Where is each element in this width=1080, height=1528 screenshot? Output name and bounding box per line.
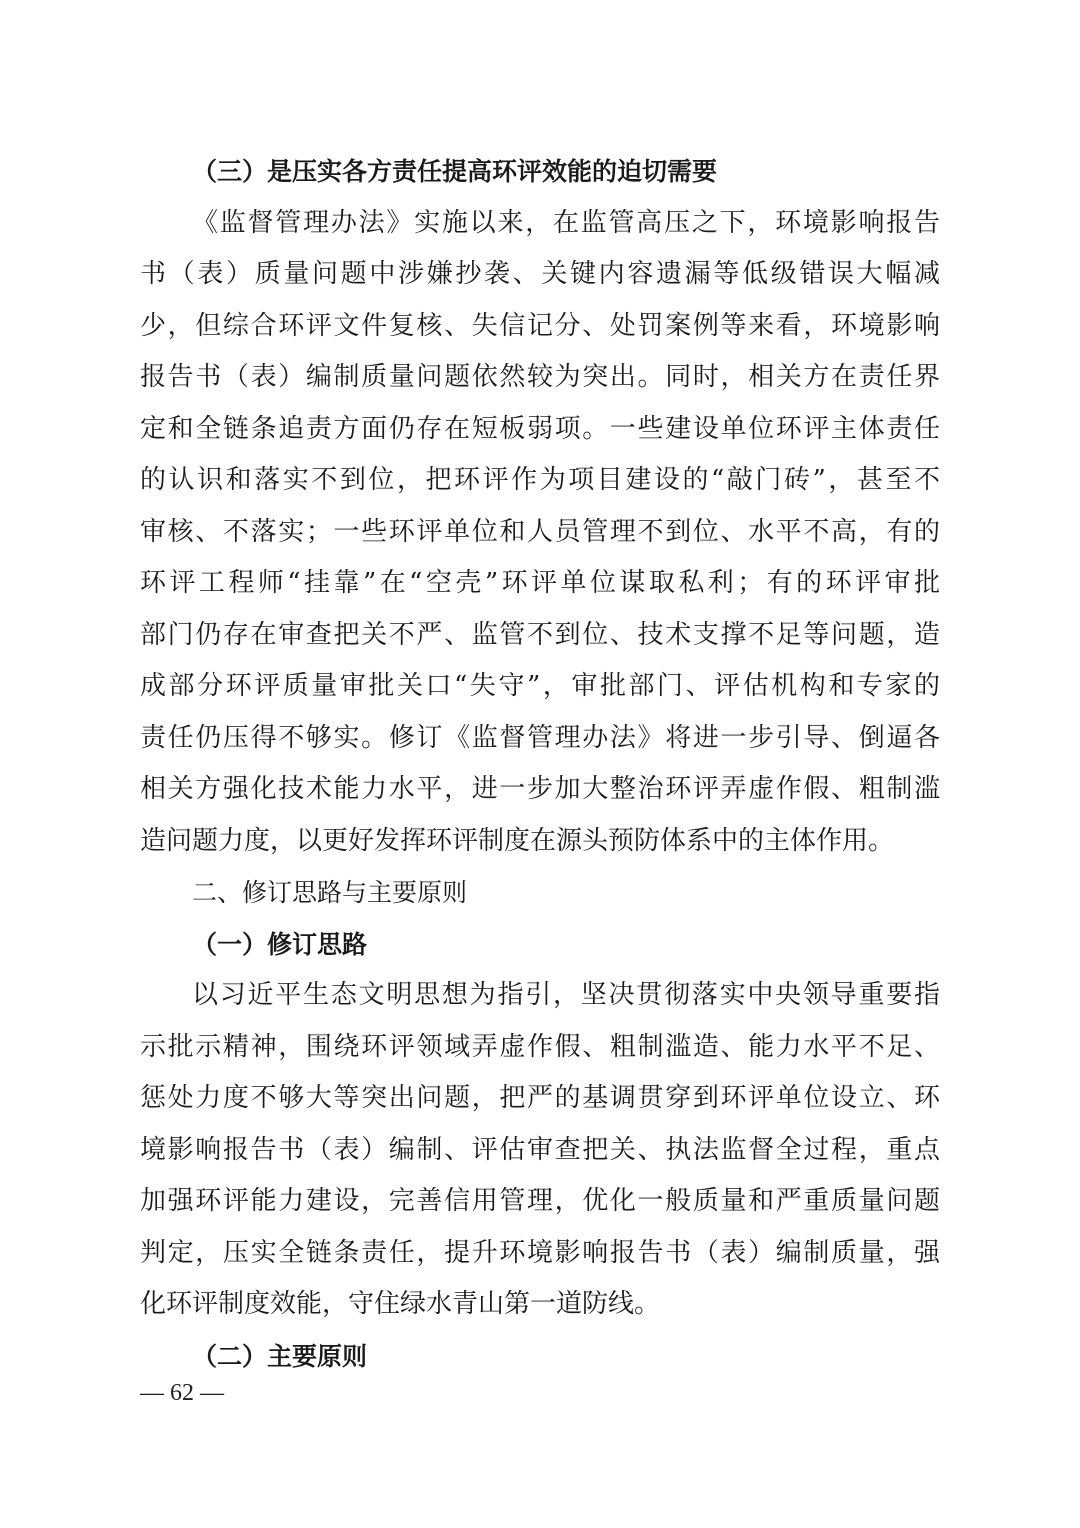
paragraph-line: 示批示精神，围绕环评领域弄虚作假、粗制滥造、能力水平不足、 bbox=[140, 1031, 940, 1062]
paragraph-line: 加强环评能力建设，完善信用管理，优化一般质量和严重质量问题 bbox=[140, 1186, 940, 1216]
paragraph-line: 的认识和落实不到位，把环评作为项目建设的“敲门砖”，甚至不 bbox=[140, 465, 940, 495]
paragraph-line: 境影响报告书（表）编制、评估审查把关、执法监督全过程，重点 bbox=[140, 1134, 940, 1165]
section-heading-2: 二、修订思路与主要原则 bbox=[192, 878, 468, 907]
paragraph-line: 环评工程师“挂靠”在“空壳”环评单位谋取私利；有的环评审批 bbox=[140, 568, 940, 598]
paragraph-2 bbox=[140, 970, 940, 1331]
section-heading-3: （三）是压实各方责任提高环评效能的迫切需要 bbox=[192, 157, 718, 186]
paragraph-line: 成部分环评质量审批关口“失守”，审批部门、评估机构和专家的 bbox=[140, 671, 940, 701]
document-body bbox=[140, 146, 940, 1382]
paragraph-line: 报告书（表）编制质量问题依然较为突出。同时，相关方在责任界 bbox=[140, 362, 940, 392]
paragraph-line: 《监督管理办法》实施以来，在监管高压之下，环境影响报告 bbox=[192, 207, 940, 238]
subsection-heading-revision-approach: （一）修订思路 bbox=[192, 929, 368, 959]
subsection-heading-main-principles: （二）主要原则 bbox=[192, 1341, 368, 1371]
paragraph-line: 少，但综合环评文件复核、失信记分、处罚案例等来看，环境影响 bbox=[140, 310, 940, 341]
paragraph-1 bbox=[140, 198, 940, 868]
paragraph-line: 判定，压实全链条责任，提升环境影响报告书（表）编制质量，强 bbox=[140, 1237, 940, 1268]
paragraph-line: 部门仍存在审查把关不严、监管不到位、技术支撑不足等问题，造 bbox=[140, 619, 940, 650]
paragraph-line: 造问题力度，以更好发挥环评制度在源头预防体系中的主体作用。 bbox=[140, 825, 895, 856]
paragraph-line: 审核、不落实；一些环评单位和人员管理不到位、水平不高，有的 bbox=[140, 516, 940, 547]
paragraph-line: 化环评制度效能，守住绿水青山第一道防线。 bbox=[140, 1289, 661, 1319]
page-number: — 62 — bbox=[140, 1380, 224, 1406]
paragraph-line: 定和全链条追责方面仍存在短板弱项。一些建设单位环评主体责任 bbox=[140, 413, 940, 444]
paragraph-line: 以习近平生态文明思想为指引，坚决贯彻落实中央领导重要指 bbox=[192, 980, 940, 1010]
paragraph-line: 书（表）质量问题中涉嫌抄袭、关键内容遗漏等低级错误大幅减 bbox=[140, 259, 940, 289]
paragraph-line: 责任仍压得不够实。修订《监督管理办法》将进一步引导、倒逼各 bbox=[140, 722, 940, 753]
paragraph-line: 相关方强化技术能力水平，进一步加大整治环评弄虚作假、粗制滥 bbox=[140, 774, 940, 804]
paragraph-line: 惩处力度不够大等突出问题，把严的基调贯穿到环评单位设立、环 bbox=[140, 1083, 940, 1113]
